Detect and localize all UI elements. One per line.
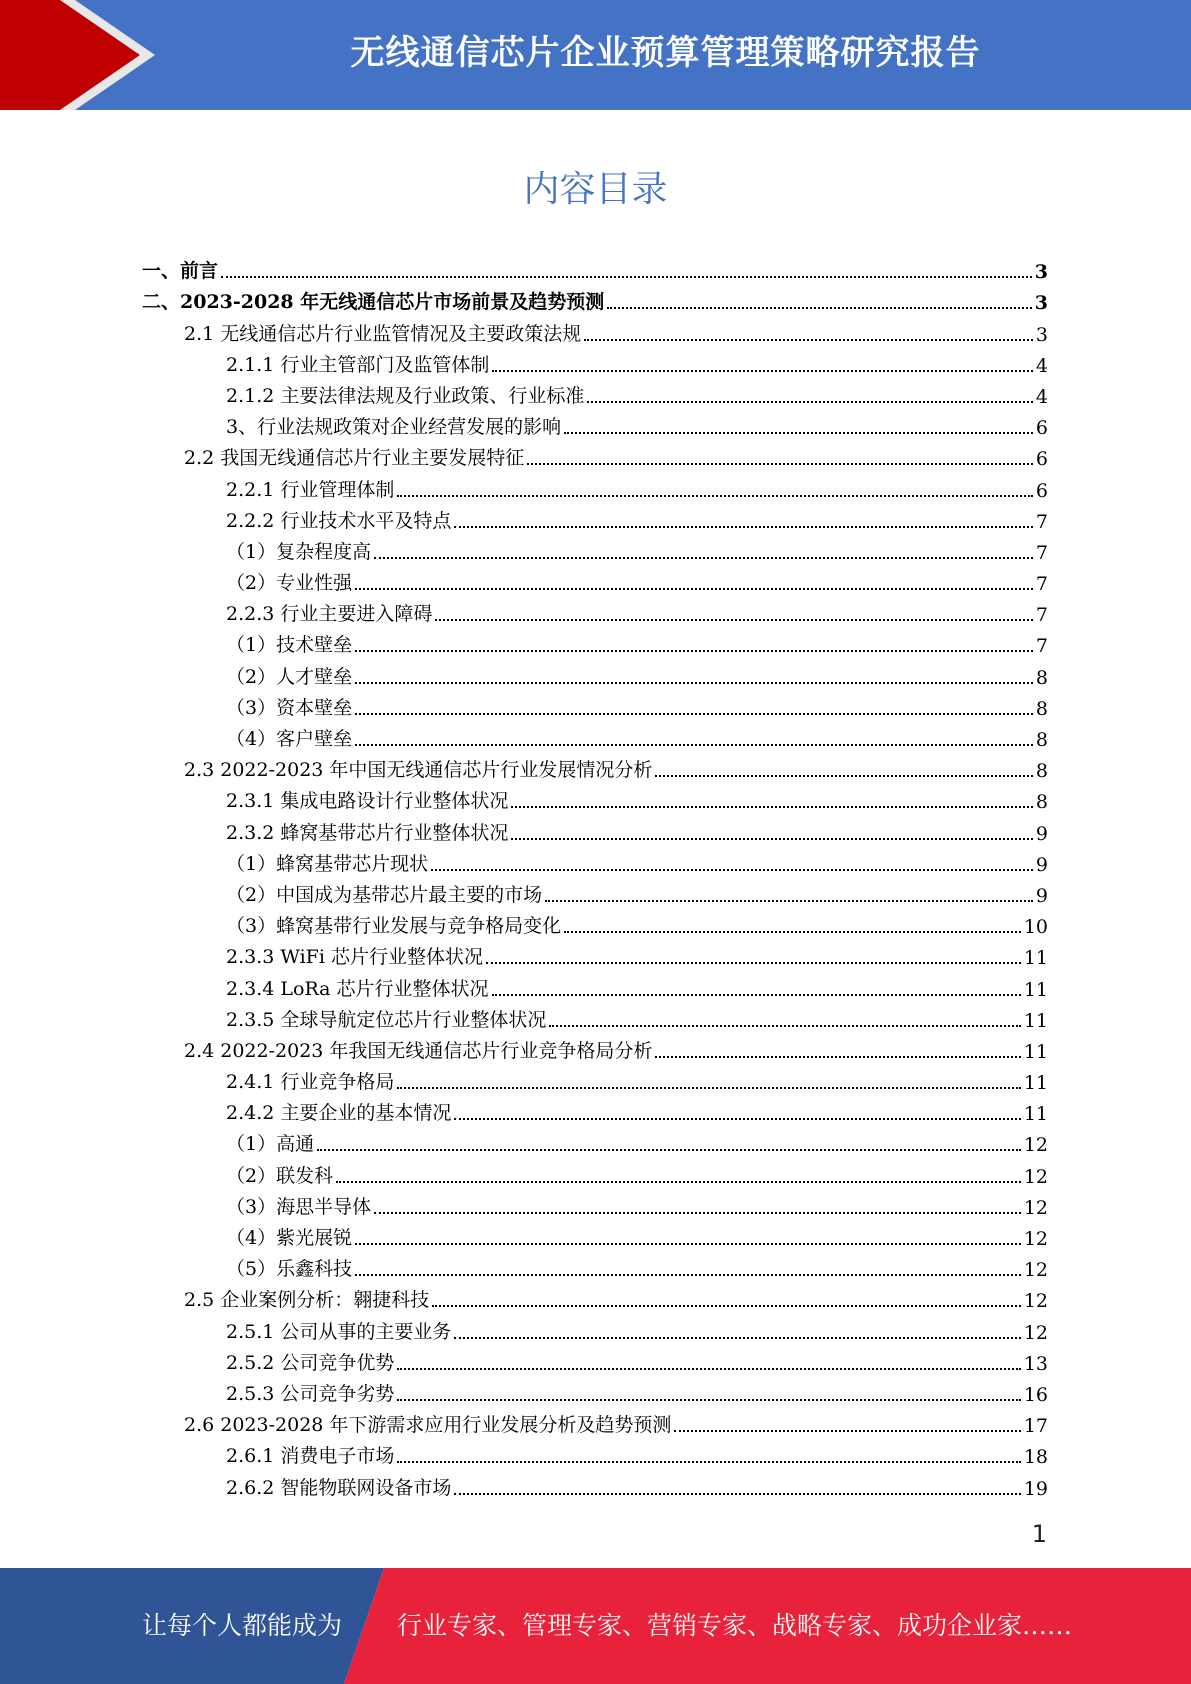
toc-dot-leader bbox=[564, 931, 1021, 933]
toc-entry-title: 2.6.1 消费电子市场 bbox=[226, 1445, 395, 1468]
footer-band bbox=[0, 1568, 1191, 1684]
toc-entry[interactable] bbox=[142, 379, 1048, 410]
toc-dot-leader bbox=[355, 713, 1033, 715]
toc-entry-title: 2.6.2 智能物联网设备市场 bbox=[226, 1476, 452, 1499]
toc-entry-title: （1）复杂程度高 bbox=[226, 540, 372, 563]
toc-entry-page: 17 bbox=[1023, 1415, 1048, 1438]
toc-entry-title: 3、行业法规政策对企业经营发展的影响 bbox=[226, 416, 562, 439]
toc-entry-title: 2.3.1 集成电路设计行业整体状况 bbox=[226, 790, 509, 813]
toc-entry-title: 2.2.2 行业技术水平及特点 bbox=[226, 509, 452, 532]
footer-slogan-left: 让每个人都能成为 bbox=[142, 1611, 343, 1640]
toc-dot-leader bbox=[674, 1430, 1020, 1432]
toc-entry-page: 11 bbox=[1023, 947, 1048, 970]
toc-entry-title: （2）专业性强 bbox=[226, 572, 353, 595]
toc-entry[interactable] bbox=[142, 1283, 1048, 1314]
toc-entry[interactable] bbox=[142, 410, 1048, 441]
toc-dot-leader bbox=[655, 1056, 1020, 1058]
toc-dot-leader bbox=[607, 307, 1032, 309]
toc-entry-page: 19 bbox=[1023, 1477, 1048, 1500]
toc-dot-leader bbox=[355, 588, 1033, 590]
toc-dot-leader bbox=[486, 962, 1021, 964]
toc-entry[interactable] bbox=[142, 1314, 1048, 1345]
toc-entry[interactable] bbox=[142, 784, 1048, 815]
toc-entry-page: 11 bbox=[1023, 1103, 1048, 1126]
toc-entry[interactable] bbox=[142, 1408, 1048, 1439]
toc-entry[interactable] bbox=[142, 628, 1048, 659]
toc-entry-page: 12 bbox=[1023, 1321, 1048, 1344]
toc-entry-title: （3）蜂窝基带行业发展与竞争格局变化 bbox=[226, 915, 562, 938]
header-band bbox=[0, 0, 1191, 110]
toc-entry-title: 2.5.1 公司从事的主要业务 bbox=[226, 1320, 452, 1343]
toc-dot-leader bbox=[655, 775, 1032, 777]
toc-entry-title: 2.3.5 全球导航定位芯片行业整体状况 bbox=[226, 1008, 547, 1031]
toc-entry[interactable] bbox=[142, 1065, 1048, 1096]
toc-entry-page: 3 bbox=[1034, 292, 1048, 315]
toc-dot-leader bbox=[511, 806, 1033, 808]
toc-entry-page: 7 bbox=[1035, 635, 1048, 658]
toc-entry[interactable] bbox=[142, 1377, 1048, 1408]
toc-dot-leader bbox=[355, 650, 1033, 652]
toc-entry-title: 2.5.2 公司竞争优势 bbox=[226, 1351, 395, 1374]
toc-dot-leader bbox=[549, 1025, 1020, 1027]
toc-entry-title: 2.4.1 行业竞争格局 bbox=[226, 1071, 395, 1094]
toc-entry[interactable] bbox=[142, 847, 1048, 878]
toc-entry-title: 2.3.4 LoRa 芯片行业整体状况 bbox=[226, 977, 489, 1000]
toc-entry-title: 2.2.3 行业主要进入障碍 bbox=[226, 603, 433, 626]
toc-entry-page: 10 bbox=[1023, 916, 1048, 939]
toc-entry-title: 2.3 2022-2023 年中国无线通信芯片行业发展情况分析 bbox=[184, 759, 653, 782]
toc-entry[interactable] bbox=[142, 1034, 1048, 1065]
toc-entry-title: 2.4 2022-2023 年我国无线通信芯片行业竞争格局分析 bbox=[184, 1039, 653, 1062]
toc-entry-page: 9 bbox=[1035, 884, 1048, 907]
toc-dot-leader bbox=[397, 1399, 1020, 1401]
toc-entry-page: 6 bbox=[1035, 417, 1048, 440]
toc-entry-page: 7 bbox=[1035, 604, 1048, 627]
toc-entry-page: 16 bbox=[1023, 1383, 1048, 1406]
toc-entry[interactable] bbox=[142, 909, 1048, 940]
toc-dot-leader bbox=[397, 495, 1033, 497]
toc-dot-leader bbox=[587, 401, 1033, 403]
toc-dot-leader bbox=[454, 526, 1033, 528]
toc-entry[interactable] bbox=[142, 348, 1048, 379]
toc-entry-title: （1）高通 bbox=[226, 1133, 315, 1156]
toc-entry-title: 2.5.3 公司竞争劣势 bbox=[226, 1382, 395, 1405]
toc-entry[interactable] bbox=[142, 1470, 1048, 1501]
toc-dot-leader bbox=[374, 1212, 1021, 1214]
toc-entry[interactable] bbox=[142, 316, 1048, 347]
toc-entry-page: 7 bbox=[1035, 541, 1048, 564]
toc-dot-leader bbox=[336, 1181, 1021, 1183]
toc-dot-leader bbox=[584, 339, 1033, 341]
toc-dot-leader bbox=[317, 1149, 1021, 1151]
toc-entry-title: 2.5 企业案例分析：翱捷科技 bbox=[184, 1289, 430, 1312]
toc-dot-leader bbox=[511, 838, 1033, 840]
report-title: 无线通信芯片企业预算管理策略研究报告 bbox=[350, 33, 981, 73]
toc-entry-page: 12 bbox=[1023, 1290, 1048, 1313]
toc-entry-title: （2）联发科 bbox=[226, 1164, 334, 1187]
toc-entry-title: 2.2 我国无线通信芯片行业主要发展特征 bbox=[184, 447, 525, 470]
toc-dot-leader bbox=[545, 900, 1033, 902]
toc-entry[interactable] bbox=[142, 566, 1048, 597]
toc-entry-page: 11 bbox=[1023, 1072, 1048, 1095]
toc-entry-page: 8 bbox=[1035, 760, 1048, 783]
toc-entry[interactable] bbox=[142, 472, 1048, 503]
toc-entry[interactable] bbox=[142, 971, 1048, 1002]
toc-dot-leader bbox=[492, 370, 1033, 372]
toc-dot-leader bbox=[454, 1118, 1020, 1120]
toc-entry-page: 12 bbox=[1023, 1165, 1048, 1188]
toc-entry-title: 2.6 2023-2028 年下游需求应用行业发展分析及趋势预测 bbox=[184, 1414, 672, 1437]
toc-entry-title: 2.1.2 主要法律法规及行业政策、行业标准 bbox=[226, 384, 585, 407]
table-of-contents bbox=[142, 254, 1048, 1502]
toc-dot-leader bbox=[355, 744, 1033, 746]
toc-dot-leader bbox=[527, 463, 1033, 465]
toc-entry-title: （1）蜂窝基带芯片现状 bbox=[226, 852, 429, 875]
toc-entry[interactable] bbox=[142, 1190, 1048, 1221]
toc-entry[interactable] bbox=[142, 504, 1048, 535]
toc-entry-page: 3 bbox=[1035, 323, 1048, 346]
toc-entry[interactable] bbox=[142, 1003, 1048, 1034]
toc-entry[interactable] bbox=[142, 753, 1048, 784]
toc-entry-title: 2.4.2 主要企业的基本情况 bbox=[226, 1102, 452, 1125]
toc-dot-leader bbox=[397, 1461, 1020, 1463]
toc-entry-title: （2）中国成为基带芯片最主要的市场 bbox=[226, 883, 543, 906]
toc-entry-page: 8 bbox=[1035, 791, 1048, 814]
toc-entry-title: 二、2023-2028 年无线通信芯片市场前景及趋势预测 bbox=[142, 291, 605, 314]
toc-entry-page: 9 bbox=[1035, 853, 1048, 876]
toc-dot-leader bbox=[454, 1337, 1020, 1339]
toc-entry-page: 9 bbox=[1035, 822, 1048, 845]
toc-entry-page: 7 bbox=[1035, 573, 1048, 596]
toc-entry[interactable] bbox=[142, 1221, 1048, 1252]
toc-entry-title: （4）紫光展锐 bbox=[226, 1227, 353, 1249]
toc-entry-page: 11 bbox=[1023, 1040, 1048, 1063]
toc-entry-page: 13 bbox=[1023, 1352, 1048, 1375]
toc-entry-page: 8 bbox=[1035, 697, 1048, 720]
toc-entry-title: （2）人才壁垒 bbox=[226, 665, 353, 688]
toc-entry-page: 12 bbox=[1023, 1259, 1048, 1282]
toc-title: 内容目录 bbox=[523, 169, 668, 210]
toc-entry[interactable] bbox=[142, 1127, 1048, 1158]
toc-entry[interactable] bbox=[142, 940, 1048, 971]
toc-entry[interactable] bbox=[142, 1096, 1048, 1127]
toc-entry[interactable] bbox=[142, 691, 1048, 722]
toc-entry-title: 2.1.1 行业主管部门及监管体制 bbox=[226, 353, 490, 376]
toc-dot-leader bbox=[435, 619, 1033, 621]
toc-entry-title: 2.2.1 行业管理体制 bbox=[226, 478, 395, 501]
toc-entry[interactable] bbox=[142, 254, 1048, 285]
toc-entry-title: 2.1 无线通信芯片行业监管情况及主要政策法规 bbox=[184, 322, 582, 345]
toc-dot-leader bbox=[374, 557, 1033, 559]
toc-entry-title: （5）乐鑫科技 bbox=[226, 1258, 353, 1281]
toc-entry[interactable] bbox=[142, 1346, 1048, 1377]
toc-entry-page: 12 bbox=[1023, 1134, 1048, 1157]
toc-entry[interactable] bbox=[142, 878, 1048, 909]
toc-entry-page: 11 bbox=[1023, 978, 1048, 1001]
footer-slogan-right: 行业专家、管理专家、营销专家、战略专家、成功企业家…… bbox=[397, 1611, 1073, 1640]
toc-dot-leader bbox=[454, 1493, 1020, 1495]
page-number: 1 bbox=[1031, 1520, 1047, 1548]
toc-entry-page: 8 bbox=[1035, 729, 1048, 751]
toc-entry-title: 2.3.3 WiFi 芯片行业整体状况 bbox=[226, 946, 483, 969]
toc-entry[interactable] bbox=[142, 441, 1048, 472]
toc-dot-leader bbox=[221, 276, 1032, 278]
toc-entry[interactable] bbox=[142, 1158, 1048, 1189]
toc-dot-leader bbox=[431, 869, 1033, 871]
toc-entry-title: 2.3.2 蜂窝基带芯片行业整体状况 bbox=[226, 821, 509, 844]
toc-entry[interactable] bbox=[142, 285, 1048, 316]
toc-dot-leader bbox=[355, 682, 1033, 684]
toc-dot-leader bbox=[355, 1274, 1021, 1276]
toc-entry-page: 12 bbox=[1023, 1196, 1048, 1219]
toc-entry-page: 12 bbox=[1023, 1228, 1048, 1250]
toc-entry[interactable] bbox=[142, 535, 1048, 566]
toc-dot-leader bbox=[492, 994, 1021, 996]
toc-dot-leader bbox=[397, 1368, 1020, 1370]
toc-entry-page: 4 bbox=[1035, 385, 1048, 408]
toc-entry-page: 18 bbox=[1023, 1446, 1048, 1469]
toc-entry-page: 7 bbox=[1035, 510, 1048, 533]
toc-entry-page: 11 bbox=[1023, 1009, 1048, 1032]
toc-entry-page: 6 bbox=[1035, 448, 1048, 471]
toc-entry[interactable] bbox=[142, 597, 1048, 628]
toc-entry-title: （3）海思半导体 bbox=[226, 1195, 372, 1218]
toc-dot-leader bbox=[397, 1087, 1020, 1089]
toc-entry[interactable] bbox=[142, 1439, 1048, 1470]
toc-entry-title: （1）技术壁垒 bbox=[226, 634, 353, 657]
toc-entry-title: （4）客户壁垒 bbox=[226, 728, 353, 750]
toc-entry[interactable] bbox=[142, 1252, 1048, 1283]
toc-dot-leader bbox=[355, 1243, 1021, 1245]
toc-entry[interactable] bbox=[142, 659, 1048, 690]
toc-entry-page: 4 bbox=[1035, 354, 1048, 377]
toc-entry-title: （3）资本壁垒 bbox=[226, 696, 353, 719]
toc-entry[interactable] bbox=[142, 815, 1048, 846]
toc-dot-leader bbox=[564, 432, 1033, 434]
toc-dot-leader bbox=[432, 1305, 1021, 1307]
toc-entry-page: 8 bbox=[1035, 666, 1048, 689]
toc-entry-page: 3 bbox=[1034, 261, 1048, 284]
toc-entry[interactable] bbox=[142, 722, 1048, 753]
toc-entry-page: 6 bbox=[1035, 479, 1048, 502]
toc-entry-title: 一、前言 bbox=[142, 260, 219, 283]
